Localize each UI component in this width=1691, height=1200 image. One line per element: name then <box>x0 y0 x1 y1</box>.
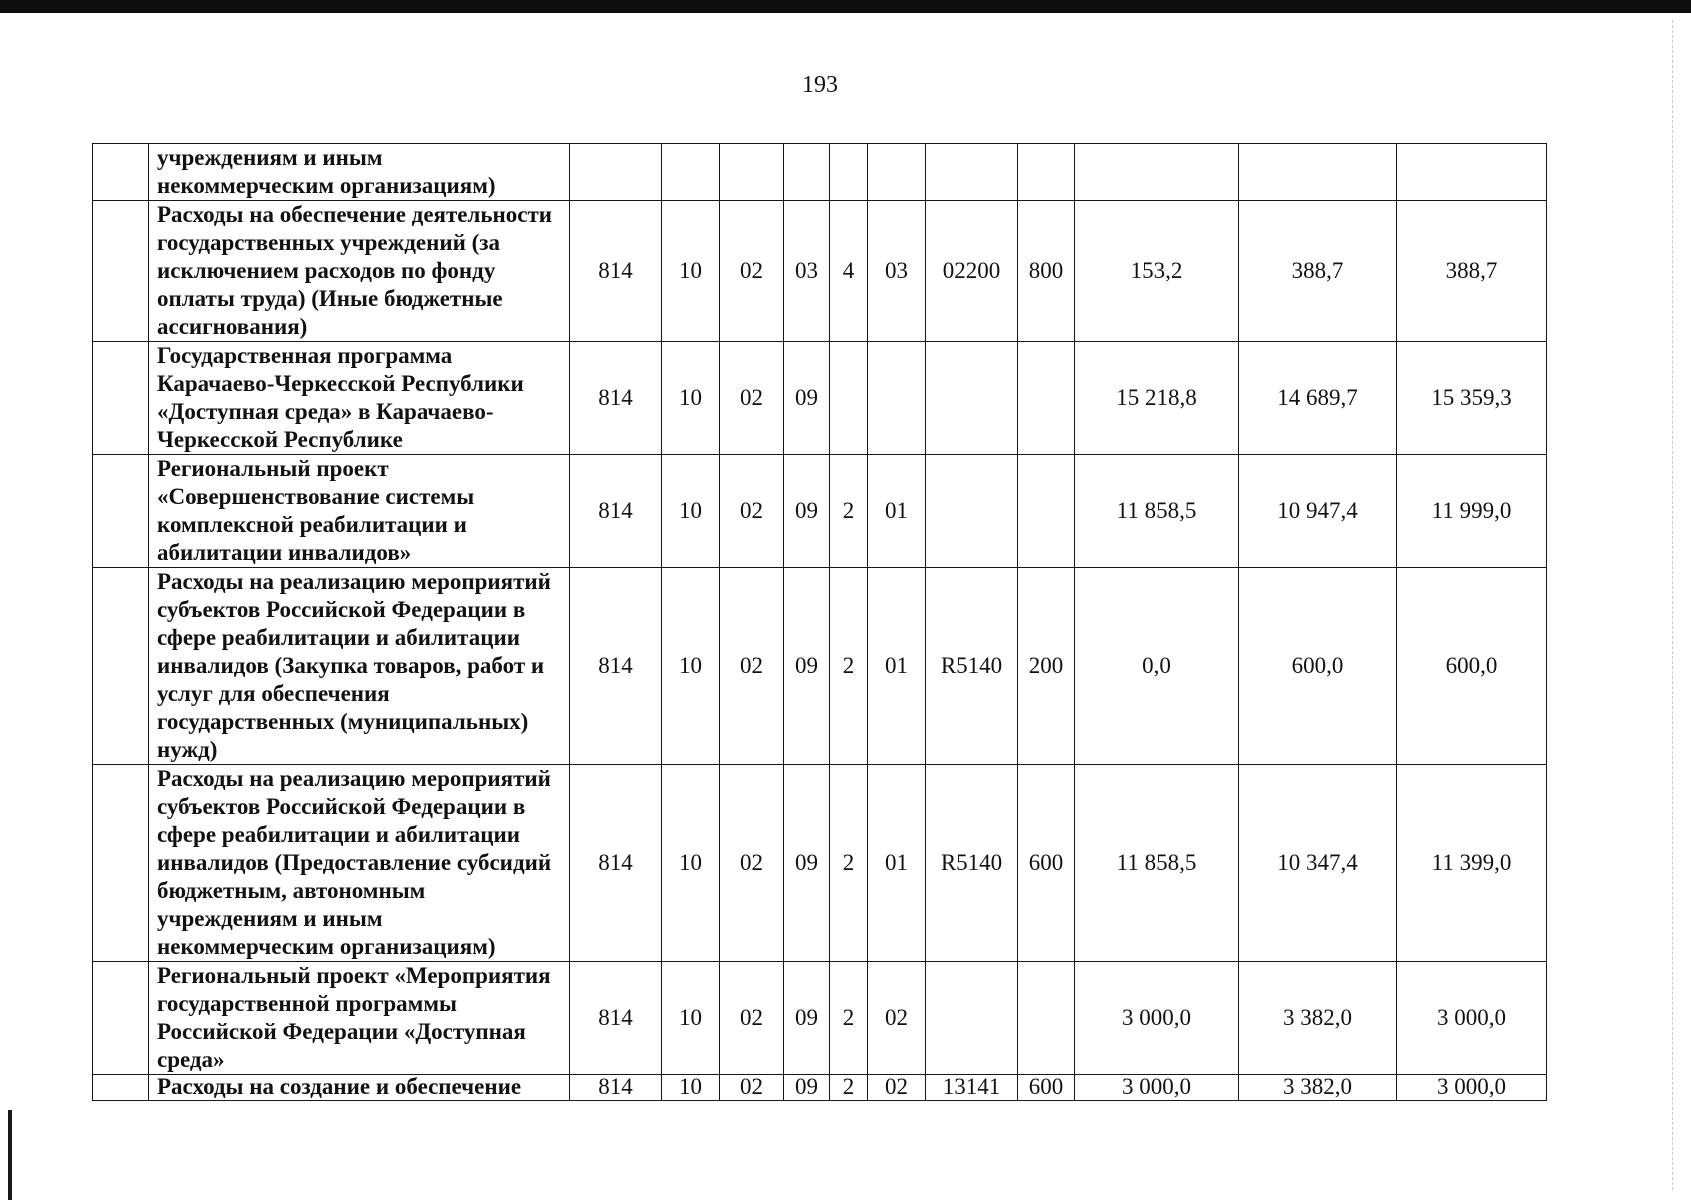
sub-a-cell <box>830 342 868 455</box>
scan-top-border <box>0 0 1691 13</box>
program-cell: 09 <box>784 1075 830 1101</box>
sum-1-cell: 3 000,0 <box>1075 1075 1239 1101</box>
sub-a-cell: 4 <box>830 201 868 342</box>
row-number-cell <box>93 342 149 455</box>
expense-type-cell: 200 <box>1018 568 1075 765</box>
sum-3-cell: 3 000,0 <box>1397 1075 1547 1101</box>
subsection-cell: 02 <box>720 201 784 342</box>
sub-a-cell: 2 <box>830 962 868 1075</box>
table-row <box>93 455 1547 568</box>
row-number-cell <box>93 765 149 962</box>
sub-b-cell: 02 <box>868 962 926 1075</box>
expense-type-cell <box>1018 455 1075 568</box>
sub-a-cell: 2 <box>830 765 868 962</box>
sub-a-cell: 2 <box>830 568 868 765</box>
subsection-cell: 02 <box>720 1075 784 1101</box>
row-number-cell <box>93 201 149 342</box>
section-cell: 10 <box>662 962 720 1075</box>
item-name-cell: Расходы на создание и обеспечение <box>149 1075 570 1101</box>
expense-type-cell <box>1018 144 1075 201</box>
sum-3-cell: 11 399,0 <box>1397 765 1547 962</box>
sum-2-cell: 14 689,7 <box>1239 342 1397 455</box>
direction-cell: 13141 <box>926 1075 1018 1101</box>
sum-1-cell: 15 218,8 <box>1075 342 1239 455</box>
subsection-cell: 02 <box>720 455 784 568</box>
sub-b-cell: 02 <box>868 1075 926 1101</box>
scan-right-edge <box>1672 20 1674 1190</box>
section-cell: 10 <box>662 1075 720 1101</box>
table-row <box>93 765 1547 962</box>
section-cell <box>662 144 720 201</box>
sum-1-cell: 0,0 <box>1075 568 1239 765</box>
sum-2-cell: 600,0 <box>1239 568 1397 765</box>
sum-2-cell: 3 382,0 <box>1239 1075 1397 1101</box>
row-number-cell <box>93 568 149 765</box>
sum-3-cell: 11 999,0 <box>1397 455 1547 568</box>
direction-cell: 02200 <box>926 201 1018 342</box>
sum-2-cell: 388,7 <box>1239 201 1397 342</box>
direction-cell <box>926 455 1018 568</box>
subsection-cell: 02 <box>720 765 784 962</box>
item-name-cell: Расходы на реализацию мероприятий субъектов Российской Федерации в сфере реабилитации и абилитации инвалидов (Предоставление субсидий бюджетным, автономным учреждениям и иным некоммерческим организациям) <box>149 765 570 962</box>
sum-1-cell <box>1075 144 1239 201</box>
expense-type-cell: 600 <box>1018 765 1075 962</box>
scan-left-edge <box>8 1110 12 1200</box>
sum-3-cell: 15 359,3 <box>1397 342 1547 455</box>
sub-b-cell: 01 <box>868 568 926 765</box>
table-row <box>93 201 1547 342</box>
program-cell: 09 <box>784 765 830 962</box>
subsection-cell <box>720 144 784 201</box>
page-number: 193 <box>802 72 838 98</box>
program-cell: 09 <box>784 455 830 568</box>
code-cell: 814 <box>570 1075 662 1101</box>
code-cell: 814 <box>570 455 662 568</box>
expense-type-cell <box>1018 342 1075 455</box>
sum-1-cell: 11 858,5 <box>1075 455 1239 568</box>
program-cell: 09 <box>784 568 830 765</box>
budget-table <box>92 143 1547 1101</box>
row-number-cell <box>93 144 149 201</box>
table-row <box>93 144 1547 201</box>
row-number-cell <box>93 1075 149 1101</box>
section-cell: 10 <box>662 765 720 962</box>
sub-b-cell: 01 <box>868 765 926 962</box>
section-cell: 10 <box>662 568 720 765</box>
program-cell: 03 <box>784 201 830 342</box>
table-row <box>93 1075 1547 1101</box>
item-name-cell: учреждениям и иным некоммерческим организациям) <box>149 144 570 201</box>
row-number-cell <box>93 962 149 1075</box>
code-cell: 814 <box>570 962 662 1075</box>
sub-b-cell: 03 <box>868 201 926 342</box>
section-cell: 10 <box>662 342 720 455</box>
direction-cell <box>926 962 1018 1075</box>
sum-3-cell: 600,0 <box>1397 568 1547 765</box>
section-cell: 10 <box>662 201 720 342</box>
table-row <box>93 962 1547 1075</box>
subsection-cell: 02 <box>720 568 784 765</box>
sub-b-cell <box>868 342 926 455</box>
budget-table-body <box>93 144 1547 1101</box>
expense-type-cell: 800 <box>1018 201 1075 342</box>
program-cell <box>784 144 830 201</box>
sum-1-cell: 153,2 <box>1075 201 1239 342</box>
table-row <box>93 342 1547 455</box>
sum-1-cell: 11 858,5 <box>1075 765 1239 962</box>
direction-cell <box>926 144 1018 201</box>
item-name-cell: Государственная программа Карачаево-Черкесской Республики «Доступная среда» в Карачаево-Черкесской Республике <box>149 342 570 455</box>
program-cell: 09 <box>784 342 830 455</box>
item-name-cell: Региональный проект «Мероприятия государственной программы Российской Федерации «Доступная среда» <box>149 962 570 1075</box>
section-cell: 10 <box>662 455 720 568</box>
sum-2-cell: 3 382,0 <box>1239 962 1397 1075</box>
subsection-cell: 02 <box>720 962 784 1075</box>
code-cell: 814 <box>570 201 662 342</box>
code-cell: 814 <box>570 568 662 765</box>
item-name-cell: Региональный проект «Совершенствование системы комплексной реабилитации и абилитации инвалидов» <box>149 455 570 568</box>
row-number-cell <box>93 455 149 568</box>
item-name-cell: Расходы на реализацию мероприятий субъектов Российской Федерации в сфере реабилитации и абилитации инвалидов (Закупка товаров, работ и услуг для обеспечения государственных (муниципальных) нужд) <box>149 568 570 765</box>
sum-2-cell <box>1239 144 1397 201</box>
sub-a-cell: 2 <box>830 1075 868 1101</box>
sub-a-cell: 2 <box>830 455 868 568</box>
sum-3-cell: 388,7 <box>1397 201 1547 342</box>
sub-b-cell <box>868 144 926 201</box>
sum-2-cell: 10 947,4 <box>1239 455 1397 568</box>
sum-3-cell <box>1397 144 1547 201</box>
sum-3-cell: 3 000,0 <box>1397 962 1547 1075</box>
direction-cell <box>926 342 1018 455</box>
code-cell <box>570 144 662 201</box>
item-name-cell: Расходы на обеспечение деятельности государственных учреждений (за исключением расходов по фонду оплаты труда) (Иные бюджетные ассигнования) <box>149 201 570 342</box>
sum-1-cell: 3 000,0 <box>1075 962 1239 1075</box>
program-cell: 09 <box>784 962 830 1075</box>
code-cell: 814 <box>570 765 662 962</box>
subsection-cell: 02 <box>720 342 784 455</box>
direction-cell: R5140 <box>926 568 1018 765</box>
expense-type-cell: 600 <box>1018 1075 1075 1101</box>
code-cell: 814 <box>570 342 662 455</box>
sub-a-cell <box>830 144 868 201</box>
sub-b-cell: 01 <box>868 455 926 568</box>
table-row <box>93 568 1547 765</box>
sum-2-cell: 10 347,4 <box>1239 765 1397 962</box>
direction-cell: R5140 <box>926 765 1018 962</box>
expense-type-cell <box>1018 962 1075 1075</box>
